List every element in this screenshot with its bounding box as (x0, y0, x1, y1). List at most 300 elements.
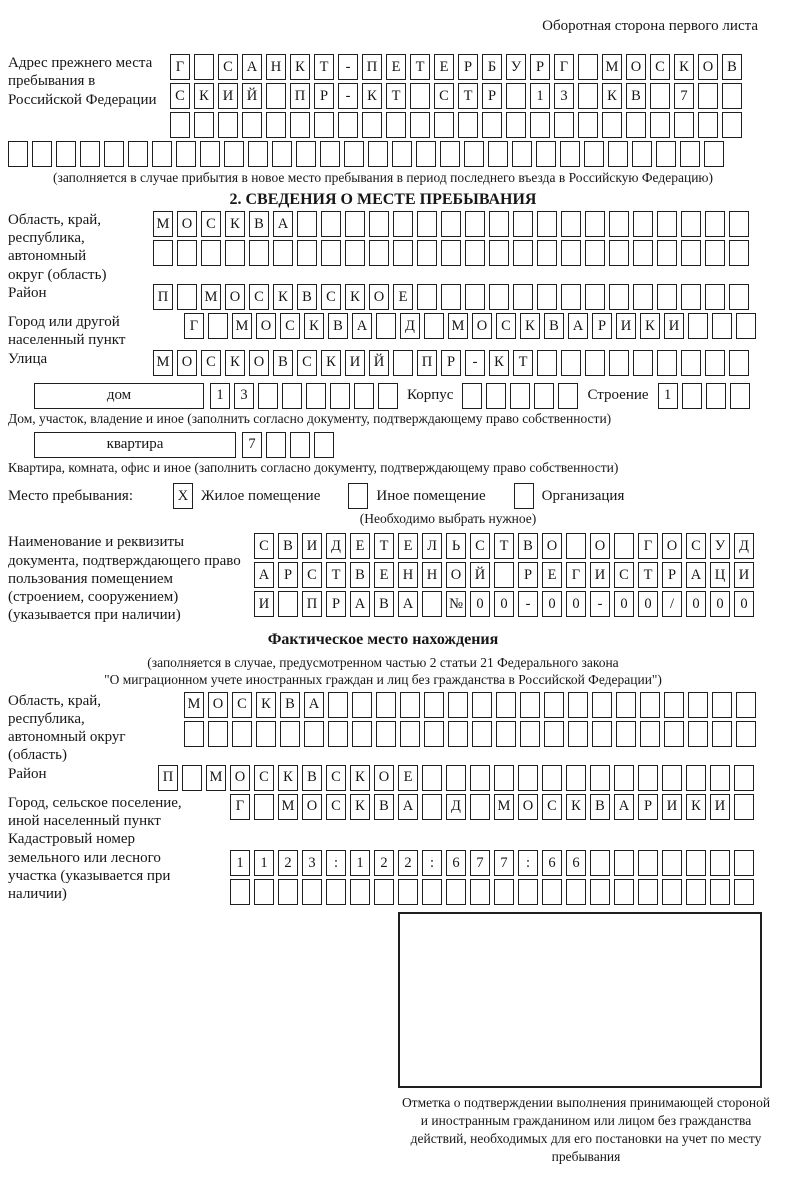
char-box[interactable]: / (662, 591, 682, 617)
char-box[interactable]: Й (242, 83, 262, 109)
char-box[interactable]: В (302, 765, 322, 791)
char-box[interactable]: 3 (302, 850, 322, 876)
char-box[interactable]: К (194, 83, 214, 109)
char-box[interactable] (280, 721, 300, 747)
char-box[interactable] (458, 112, 478, 138)
char-box[interactable] (424, 692, 444, 718)
char-box[interactable]: С (542, 794, 562, 820)
char-box[interactable] (609, 284, 629, 310)
char-box[interactable] (254, 879, 274, 905)
char-box[interactable]: 0 (614, 591, 634, 617)
char-box[interactable]: С (326, 794, 346, 820)
char-box[interactable]: Д (446, 794, 466, 820)
char-box[interactable]: Д (326, 533, 346, 559)
char-box[interactable]: И (616, 313, 636, 339)
char-box[interactable]: К (278, 765, 298, 791)
char-box[interactable] (614, 533, 634, 559)
char-box[interactable]: 1 (230, 850, 250, 876)
char-box[interactable] (278, 879, 298, 905)
char-box[interactable] (614, 765, 634, 791)
char-box[interactable] (602, 112, 622, 138)
char-box[interactable]: А (568, 313, 588, 339)
char-box[interactable] (232, 721, 252, 747)
char-box[interactable]: 1 (210, 383, 230, 409)
char-box[interactable] (506, 112, 526, 138)
char-box[interactable] (278, 591, 298, 617)
char-box[interactable] (704, 141, 724, 167)
char-box[interactable] (590, 850, 610, 876)
char-box[interactable]: О (302, 794, 322, 820)
char-box[interactable]: П (153, 284, 173, 310)
char-box[interactable]: С (201, 350, 221, 376)
char-box[interactable] (686, 765, 706, 791)
char-box[interactable] (486, 383, 506, 409)
char-box[interactable] (536, 141, 556, 167)
char-box[interactable]: 6 (542, 850, 562, 876)
char-box[interactable] (208, 313, 228, 339)
char-box[interactable] (674, 112, 694, 138)
char-box[interactable]: И (662, 794, 682, 820)
char-box[interactable] (176, 141, 196, 167)
char-box[interactable] (104, 141, 124, 167)
char-box[interactable]: Е (542, 562, 562, 588)
char-box[interactable] (464, 141, 484, 167)
char-box[interactable] (328, 721, 348, 747)
char-box[interactable] (554, 112, 574, 138)
char-box[interactable]: П (158, 765, 178, 791)
char-box[interactable]: 0 (686, 591, 706, 617)
char-box[interactable] (710, 850, 730, 876)
char-box[interactable] (734, 879, 754, 905)
char-box[interactable]: А (254, 562, 274, 588)
char-box[interactable] (465, 211, 485, 237)
char-box[interactable]: С (170, 83, 190, 109)
char-box[interactable]: 7 (242, 432, 262, 458)
char-box[interactable]: С (686, 533, 706, 559)
char-box[interactable] (614, 879, 634, 905)
char-box[interactable] (584, 141, 604, 167)
char-box[interactable]: О (662, 533, 682, 559)
char-box[interactable] (736, 721, 756, 747)
char-box[interactable]: Р (278, 562, 298, 588)
char-box[interactable] (686, 879, 706, 905)
char-box[interactable]: Р (530, 54, 550, 80)
char-box[interactable]: 0 (734, 591, 754, 617)
char-box[interactable] (194, 54, 214, 80)
char-box[interactable]: С (254, 765, 274, 791)
char-box[interactable] (345, 240, 365, 266)
char-box[interactable] (537, 284, 557, 310)
char-box[interactable]: А (350, 591, 370, 617)
char-box[interactable]: И (664, 313, 684, 339)
char-box[interactable]: О (208, 692, 228, 718)
char-box[interactable]: - (518, 591, 538, 617)
char-box[interactable] (254, 794, 274, 820)
char-box[interactable] (698, 83, 718, 109)
char-box[interactable] (568, 692, 588, 718)
char-box[interactable]: К (520, 313, 540, 339)
char-box[interactable] (321, 240, 341, 266)
char-box[interactable]: К (256, 692, 276, 718)
char-box[interactable]: В (249, 211, 269, 237)
char-box[interactable] (712, 721, 732, 747)
char-box[interactable] (258, 383, 278, 409)
char-box[interactable] (729, 240, 749, 266)
char-box[interactable] (681, 350, 701, 376)
char-box[interactable] (729, 211, 749, 237)
char-box[interactable]: Е (386, 54, 406, 80)
char-box[interactable] (306, 383, 326, 409)
char-box[interactable] (400, 692, 420, 718)
char-box[interactable] (566, 879, 586, 905)
char-box[interactable]: К (350, 765, 370, 791)
char-box[interactable]: В (626, 83, 646, 109)
char-box[interactable]: Й (369, 350, 389, 376)
char-box[interactable]: 2 (374, 850, 394, 876)
char-box[interactable] (609, 211, 629, 237)
char-box[interactable] (520, 692, 540, 718)
char-box[interactable] (736, 692, 756, 718)
char-box[interactable] (8, 141, 28, 167)
char-box[interactable]: Т (410, 54, 430, 80)
char-box[interactable]: 1 (254, 850, 274, 876)
char-box[interactable] (712, 313, 732, 339)
char-box[interactable]: 6 (566, 850, 586, 876)
char-box[interactable] (362, 112, 382, 138)
char-box[interactable]: Р (441, 350, 461, 376)
char-box[interactable]: К (362, 83, 382, 109)
char-box[interactable]: Р (458, 54, 478, 80)
char-box[interactable]: Т (513, 350, 533, 376)
char-box[interactable] (290, 112, 310, 138)
char-box[interactable] (734, 765, 754, 791)
char-box[interactable] (706, 383, 726, 409)
char-box[interactable]: В (273, 350, 293, 376)
char-box[interactable]: 1 (658, 383, 678, 409)
char-box[interactable]: К (290, 54, 310, 80)
char-box[interactable]: А (398, 591, 418, 617)
char-box[interactable] (608, 141, 628, 167)
char-box[interactable]: К (602, 83, 622, 109)
stay-checkbox-org[interactable] (514, 483, 534, 509)
char-box[interactable]: С (434, 83, 454, 109)
char-box[interactable] (328, 692, 348, 718)
char-box[interactable] (296, 141, 316, 167)
char-box[interactable]: С (249, 284, 269, 310)
char-box[interactable]: Г (554, 54, 574, 80)
char-box[interactable] (530, 112, 550, 138)
char-box[interactable] (633, 240, 653, 266)
char-box[interactable]: А (304, 692, 324, 718)
char-box[interactable]: О (177, 350, 197, 376)
char-box[interactable] (392, 141, 412, 167)
char-box[interactable]: А (614, 794, 634, 820)
char-box[interactable] (369, 211, 389, 237)
char-box[interactable]: В (350, 562, 370, 588)
char-box[interactable] (496, 692, 516, 718)
char-box[interactable] (657, 211, 677, 237)
char-box[interactable]: П (362, 54, 382, 80)
char-box[interactable]: О (542, 533, 562, 559)
char-box[interactable] (688, 313, 708, 339)
char-box[interactable]: Г (184, 313, 204, 339)
char-box[interactable] (688, 721, 708, 747)
char-box[interactable] (249, 240, 269, 266)
char-box[interactable] (344, 141, 364, 167)
char-box[interactable] (638, 879, 658, 905)
char-box[interactable] (448, 721, 468, 747)
char-box[interactable]: 2 (398, 850, 418, 876)
char-box[interactable]: М (153, 350, 173, 376)
char-box[interactable]: О (225, 284, 245, 310)
char-box[interactable]: С (326, 765, 346, 791)
char-box[interactable]: 0 (542, 591, 562, 617)
char-box[interactable]: : (518, 850, 538, 876)
char-box[interactable] (376, 721, 396, 747)
char-box[interactable] (304, 721, 324, 747)
char-box[interactable]: К (350, 794, 370, 820)
char-box[interactable] (153, 240, 173, 266)
char-box[interactable]: М (448, 313, 468, 339)
char-box[interactable] (441, 240, 461, 266)
char-box[interactable] (434, 112, 454, 138)
char-box[interactable]: 0 (470, 591, 490, 617)
char-box[interactable] (297, 211, 317, 237)
char-box[interactable]: 3 (554, 83, 574, 109)
char-box[interactable] (424, 313, 444, 339)
char-box[interactable] (640, 692, 660, 718)
char-box[interactable]: В (518, 533, 538, 559)
char-box[interactable] (650, 83, 670, 109)
char-box[interactable] (592, 692, 612, 718)
char-box[interactable]: Н (266, 54, 286, 80)
char-box[interactable]: П (290, 83, 310, 109)
char-box[interactable] (350, 879, 370, 905)
char-box[interactable] (422, 879, 442, 905)
char-box[interactable]: С (470, 533, 490, 559)
char-box[interactable] (201, 240, 221, 266)
char-box[interactable]: К (345, 284, 365, 310)
char-box[interactable] (314, 432, 334, 458)
char-box[interactable] (537, 240, 557, 266)
char-box[interactable]: Б (482, 54, 502, 80)
char-box[interactable] (256, 721, 276, 747)
char-box[interactable] (561, 350, 581, 376)
char-box[interactable] (224, 141, 244, 167)
char-box[interactable] (266, 432, 286, 458)
char-box[interactable]: М (278, 794, 298, 820)
char-box[interactable] (248, 141, 268, 167)
char-box[interactable] (558, 383, 578, 409)
char-box[interactable]: Е (434, 54, 454, 80)
char-box[interactable]: М (206, 765, 226, 791)
char-box[interactable] (729, 284, 749, 310)
char-box[interactable]: О (249, 350, 269, 376)
char-box[interactable] (345, 211, 365, 237)
char-box[interactable] (489, 240, 509, 266)
char-box[interactable] (200, 141, 220, 167)
char-box[interactable] (302, 879, 322, 905)
char-box[interactable]: Т (638, 562, 658, 588)
char-box[interactable]: И (218, 83, 238, 109)
char-box[interactable] (566, 765, 586, 791)
char-box[interactable] (578, 112, 598, 138)
char-box[interactable] (510, 383, 530, 409)
char-box[interactable] (368, 141, 388, 167)
char-box[interactable] (470, 794, 490, 820)
char-box[interactable] (561, 240, 581, 266)
char-box[interactable] (585, 284, 605, 310)
char-box[interactable]: Р (482, 83, 502, 109)
char-box[interactable] (320, 141, 340, 167)
char-box[interactable]: Е (398, 765, 418, 791)
char-box[interactable]: 3 (234, 383, 254, 409)
char-box[interactable] (441, 284, 461, 310)
char-box[interactable] (369, 240, 389, 266)
char-box[interactable] (640, 721, 660, 747)
char-box[interactable] (440, 141, 460, 167)
char-box[interactable] (633, 211, 653, 237)
char-box[interactable] (657, 284, 677, 310)
char-box[interactable] (422, 591, 442, 617)
char-box[interactable]: К (640, 313, 660, 339)
char-box[interactable] (417, 284, 437, 310)
char-box[interactable] (664, 692, 684, 718)
char-box[interactable]: 1 (530, 83, 550, 109)
char-box[interactable]: В (374, 794, 394, 820)
char-box[interactable]: Д (734, 533, 754, 559)
char-box[interactable] (398, 879, 418, 905)
char-box[interactable]: Р (638, 794, 658, 820)
stay-checkbox-zhiloe[interactable]: X (173, 483, 193, 509)
char-box[interactable] (736, 313, 756, 339)
char-box[interactable]: О (518, 794, 538, 820)
char-box[interactable]: Е (398, 533, 418, 559)
char-box[interactable]: Т (374, 533, 394, 559)
char-box[interactable] (681, 284, 701, 310)
char-box[interactable] (638, 765, 658, 791)
char-box[interactable] (266, 83, 286, 109)
char-box[interactable]: - (338, 83, 358, 109)
char-box[interactable] (393, 211, 413, 237)
char-box[interactable]: О (230, 765, 250, 791)
char-box[interactable] (128, 141, 148, 167)
char-box[interactable] (506, 83, 526, 109)
char-box[interactable] (616, 692, 636, 718)
char-box[interactable] (705, 284, 725, 310)
char-box[interactable] (656, 141, 676, 167)
char-box[interactable] (513, 240, 533, 266)
char-box[interactable] (633, 350, 653, 376)
char-box[interactable] (400, 721, 420, 747)
char-box[interactable] (326, 879, 346, 905)
char-box[interactable] (566, 533, 586, 559)
char-box[interactable] (585, 240, 605, 266)
char-box[interactable] (542, 765, 562, 791)
char-box[interactable] (698, 112, 718, 138)
char-box[interactable] (465, 284, 485, 310)
char-box[interactable] (518, 879, 538, 905)
char-box[interactable] (446, 879, 466, 905)
char-box[interactable] (446, 765, 466, 791)
char-box[interactable] (417, 211, 437, 237)
char-box[interactable]: В (374, 591, 394, 617)
char-box[interactable] (662, 879, 682, 905)
char-box[interactable] (578, 83, 598, 109)
char-box[interactable]: И (302, 533, 322, 559)
char-box[interactable] (537, 211, 557, 237)
char-box[interactable]: Д (400, 313, 420, 339)
char-box[interactable] (314, 112, 334, 138)
char-box[interactable] (470, 879, 490, 905)
char-box[interactable] (585, 211, 605, 237)
char-box[interactable]: М (602, 54, 622, 80)
char-box[interactable]: О (374, 765, 394, 791)
char-box[interactable]: А (273, 211, 293, 237)
char-box[interactable] (378, 383, 398, 409)
char-box[interactable] (662, 765, 682, 791)
char-box[interactable]: № (446, 591, 466, 617)
char-box[interactable]: Л (422, 533, 442, 559)
char-box[interactable]: Т (494, 533, 514, 559)
char-box[interactable] (544, 721, 564, 747)
char-box[interactable]: О (446, 562, 466, 588)
char-box[interactable]: Р (662, 562, 682, 588)
char-box[interactable]: В (278, 533, 298, 559)
char-box[interactable]: Н (422, 562, 442, 588)
char-box[interactable]: О (626, 54, 646, 80)
char-box[interactable] (182, 765, 202, 791)
char-box[interactable]: Е (374, 562, 394, 588)
char-box[interactable]: С (201, 211, 221, 237)
char-box[interactable] (592, 721, 612, 747)
char-box[interactable]: А (398, 794, 418, 820)
char-box[interactable] (462, 383, 482, 409)
char-box[interactable]: 0 (710, 591, 730, 617)
char-box[interactable] (194, 112, 214, 138)
char-box[interactable] (472, 721, 492, 747)
char-box[interactable]: К (674, 54, 694, 80)
char-box[interactable] (650, 112, 670, 138)
char-box[interactable]: К (304, 313, 324, 339)
char-box[interactable] (614, 850, 634, 876)
char-box[interactable] (705, 350, 725, 376)
char-box[interactable] (730, 383, 750, 409)
char-box[interactable]: О (698, 54, 718, 80)
char-box[interactable] (638, 850, 658, 876)
char-box[interactable]: О (177, 211, 197, 237)
char-box[interactable]: Т (386, 83, 406, 109)
char-box[interactable] (422, 794, 442, 820)
char-box[interactable] (518, 765, 538, 791)
char-box[interactable] (494, 562, 514, 588)
char-box[interactable] (242, 112, 262, 138)
char-box[interactable]: К (686, 794, 706, 820)
char-box[interactable]: 2 (278, 850, 298, 876)
char-box[interactable] (80, 141, 100, 167)
char-box[interactable] (489, 284, 509, 310)
char-box[interactable]: С (254, 533, 274, 559)
char-box[interactable] (513, 284, 533, 310)
char-box[interactable]: 7 (674, 83, 694, 109)
char-box[interactable]: 6 (446, 850, 466, 876)
char-box[interactable] (682, 383, 702, 409)
char-box[interactable] (152, 141, 172, 167)
char-box[interactable]: М (201, 284, 221, 310)
char-box[interactable]: Й (470, 562, 490, 588)
char-box[interactable]: Р (314, 83, 334, 109)
char-box[interactable]: П (302, 591, 322, 617)
